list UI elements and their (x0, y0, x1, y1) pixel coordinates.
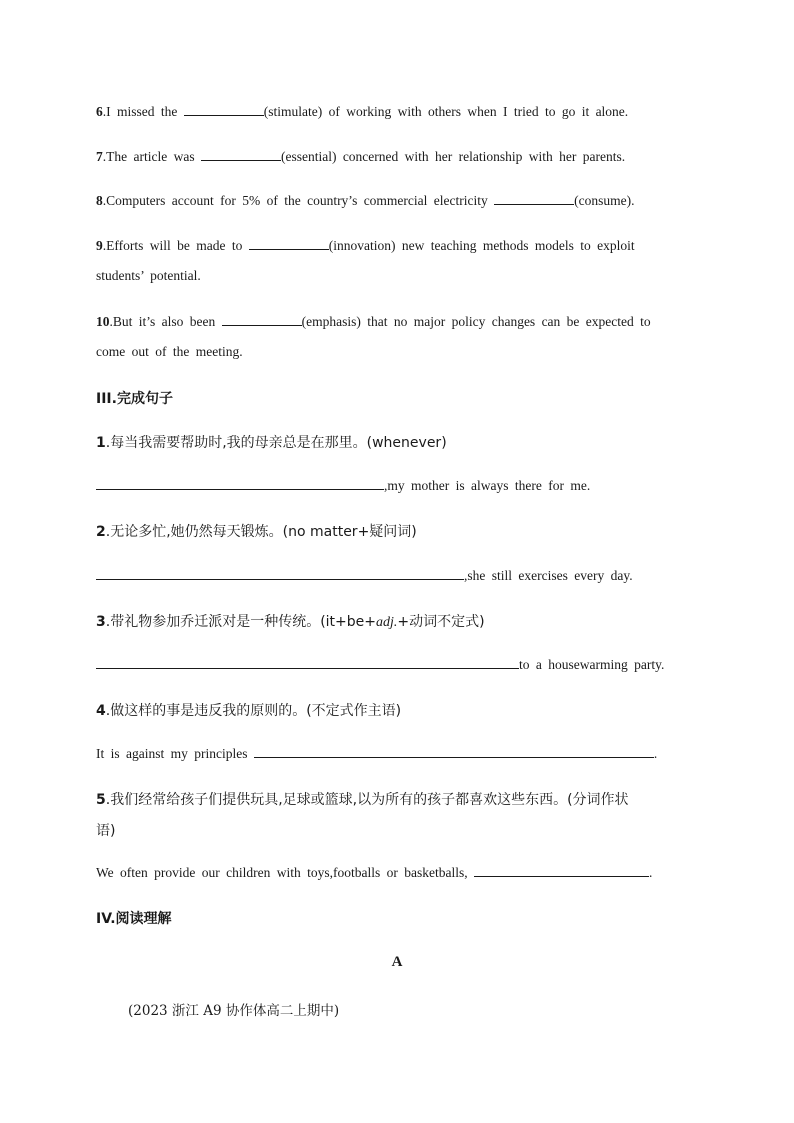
item-10-continuation: come out of the meeting. (96, 344, 243, 359)
item-text: .Efforts will be made to (102, 238, 249, 253)
item-text: .Computers account for 5% of the country’s commercial electricity (102, 193, 495, 208)
item-text: ,she still exercises every day. (464, 568, 633, 583)
answer-blank[interactable] (184, 103, 264, 116)
answer-blank[interactable] (96, 656, 519, 669)
item-text: .The article was (102, 149, 201, 164)
item-number: 10 (96, 314, 110, 329)
item-text: (essential) concerned with her relationship with her parents. (280, 149, 626, 164)
item-8 (96, 192, 634, 209)
s3-item-4-answer (96, 745, 657, 762)
item-number: 7 (96, 149, 103, 164)
answer-blank[interactable] (96, 477, 384, 490)
item-10 (96, 313, 651, 330)
item-text: (consume). (574, 193, 635, 208)
s3-item-5-answer (96, 864, 652, 881)
item-6 (96, 103, 628, 120)
item-text: We often provide our children with toys,footballs or basketballs, (96, 865, 474, 880)
item-number: 6 (96, 104, 103, 119)
item-number: 9 (96, 238, 103, 253)
answer-blank[interactable] (201, 148, 281, 161)
item-text: .做这样的事是违反我的原则的。(不定式作主语) (105, 703, 402, 719)
passage-label: A (391, 954, 403, 970)
s3-item-3-answer (96, 656, 664, 673)
item-text: ,my mother is always there for me. (384, 478, 591, 493)
item-text: (emphasis) that no major policy changes can be expected to (301, 314, 651, 329)
answer-blank[interactable] (222, 313, 302, 326)
item-text: (innovation) new teaching methods models to exploit (328, 238, 635, 253)
s3-item-4-prompt (96, 700, 401, 720)
item-9 (96, 237, 635, 254)
item-text: .But it’s also been (109, 314, 222, 329)
item-text: .每当我需要帮助时,我的母亲总是在那里。(whenever) (105, 435, 447, 451)
section-3-title: III.完成句子 (96, 391, 173, 407)
section-4-title: IV.阅读理解 (96, 911, 172, 927)
item-number: 3 (96, 614, 106, 630)
s3-item-2-prompt (96, 521, 417, 541)
item-text: .我们经常给孩子们提供玩具,足球或篮球,以为所有的孩子都喜欢这些东西。(分词作状 (105, 792, 629, 808)
item-number: 8 (96, 193, 103, 208)
item-text: (stimulate) of working with others when I tried to go it alone. (263, 104, 629, 119)
s3-item-5-prompt (96, 789, 629, 809)
item-number: 5 (96, 792, 106, 808)
item-number: 2 (96, 524, 106, 540)
answer-blank[interactable] (474, 864, 649, 877)
item-text: .带礼物参加乔迁派对是一种传统。(it+be+ (105, 614, 377, 630)
item-9-continuation: students’ potential. (96, 268, 201, 283)
s3-item-1-prompt (96, 432, 447, 452)
item-text: It is against my principles (96, 746, 254, 761)
answer-blank[interactable] (254, 745, 654, 758)
source-note: (2023 浙江 A9 协作体高二上期中) (128, 1003, 340, 1019)
item-text: +动词不定式) (397, 614, 485, 630)
item-7 (96, 148, 625, 165)
item-text: .I missed the (102, 104, 184, 119)
item-text: . (653, 746, 658, 761)
item-number: 4 (96, 703, 106, 719)
s3-item-2-answer (96, 567, 633, 584)
item-text: to a housewarming party. (519, 657, 665, 672)
item-text: . (648, 865, 653, 880)
item-text: .无论多忙,她仍然每天锻炼。(no matter+疑问词) (105, 524, 417, 540)
s3-item-3-prompt (96, 611, 485, 631)
answer-blank[interactable] (96, 567, 464, 580)
s3-item-1-answer (96, 477, 590, 494)
s3-item-5-prompt-cont: 语) (96, 823, 116, 839)
adj-italic: adj. (376, 615, 398, 630)
answer-blank[interactable] (249, 237, 329, 250)
answer-blank[interactable] (494, 192, 574, 205)
item-number: 1 (96, 435, 106, 451)
